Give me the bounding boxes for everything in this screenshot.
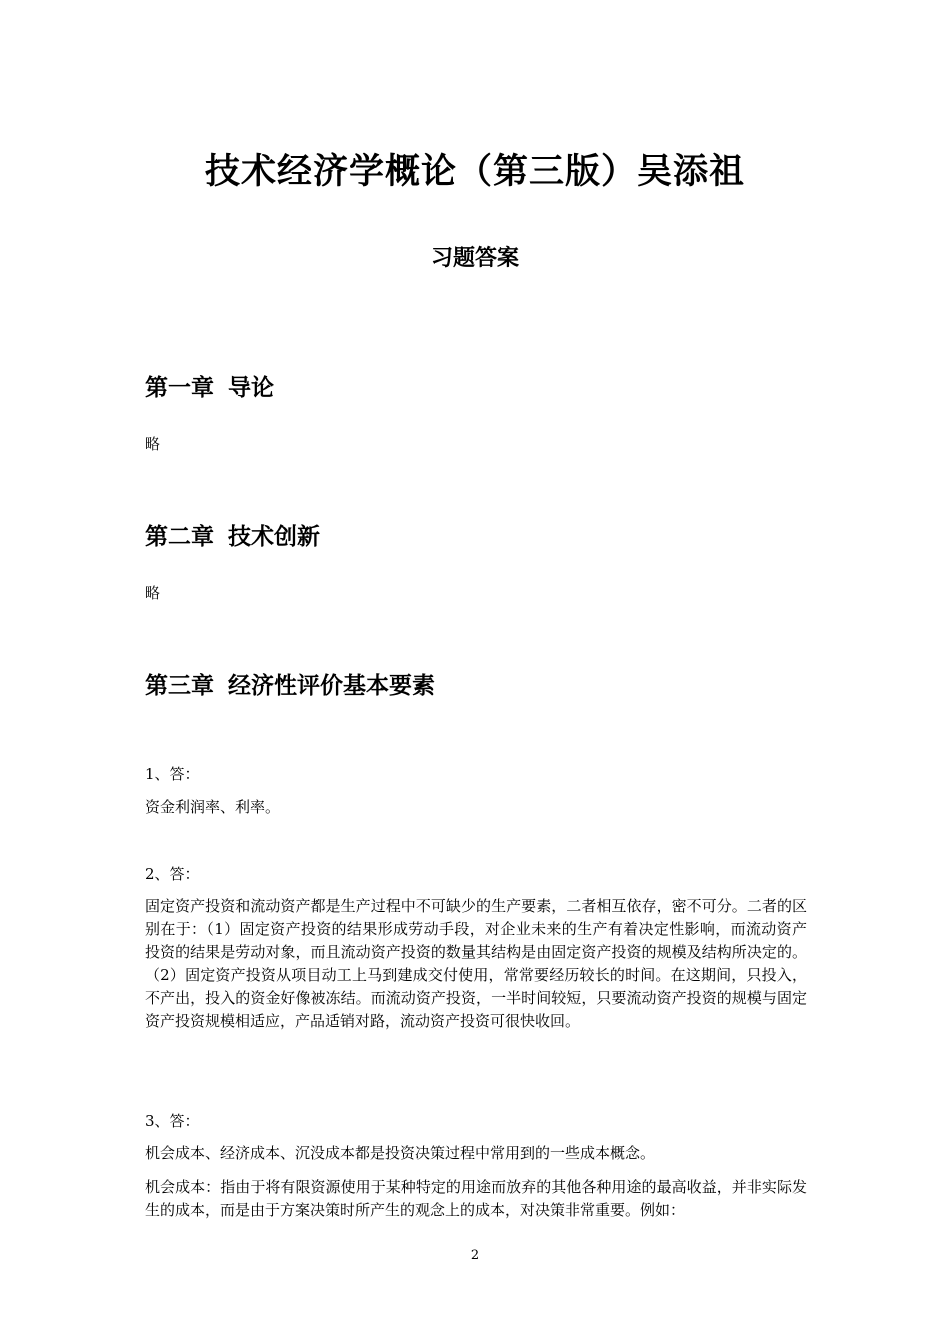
chapter-3-heading	[145, 671, 435, 701]
chapter-2-name: 技术创新	[228, 524, 320, 550]
chapter-2-number: 第二章	[145, 524, 214, 550]
answer-3-text-2: 机会成本：指由于将有限资源使用于某种特定的用途而放弃的其他各种用途的最高收益，并非实际发生的成本，而是由于方案决策时所产生的观念上的成本，对决策非常重要。例如：	[145, 1178, 807, 1219]
chapter-2-body: 略	[145, 584, 161, 602]
answer-2-label: 2、答：	[145, 865, 200, 883]
answer-3-label: 3、答：	[145, 1112, 200, 1130]
answer-1-text: 资金利润率、利率。	[145, 798, 281, 816]
chapter-1-number: 第一章	[145, 375, 214, 401]
chapter-3-number: 第三章	[145, 673, 214, 699]
chapter-3-name: 经济性评价基本要素	[228, 673, 435, 699]
chapter-1-heading	[145, 373, 274, 403]
chapter-1-name: 导论	[228, 375, 274, 401]
answer-2-text: 固定资产投资和流动资产都是生产过程中不可缺少的生产要素，二者相互依存，密不可分。二者的区别在于：（1）固定资产投资的结果形成劳动手段，对企业未来的生产有着决定性影响，而流动资产投资的结果是劳动对象，而且流动资产投资的数量其结构是由固定资产投资的规模及结构所决定的。（2）固定资产投资从项目动工上马到建成交付使用，常常要经历较长的时间。在这期间，只投入，不产出，投入的资金好像被冻结。而流动资产投资，一半时间较短，只要流动资产投资的规模与固定资产投资规模相适应，产品适销对路，流动资产投资可很快收回。	[145, 897, 807, 1030]
document-subtitle: 习题答案	[430, 246, 519, 271]
chapter-1-body: 略	[145, 435, 161, 453]
answer-3-text-1: 机会成本、经济成本、沉没成本都是投资决策过程中常用到的一些成本概念。	[145, 1144, 656, 1162]
chapter-2-heading	[145, 522, 320, 552]
page-number: 2	[470, 1248, 480, 1263]
answer-1-label: 1、答：	[145, 765, 200, 783]
document-title: 技术经济学概论（第三版）吴添祖	[204, 152, 745, 192]
